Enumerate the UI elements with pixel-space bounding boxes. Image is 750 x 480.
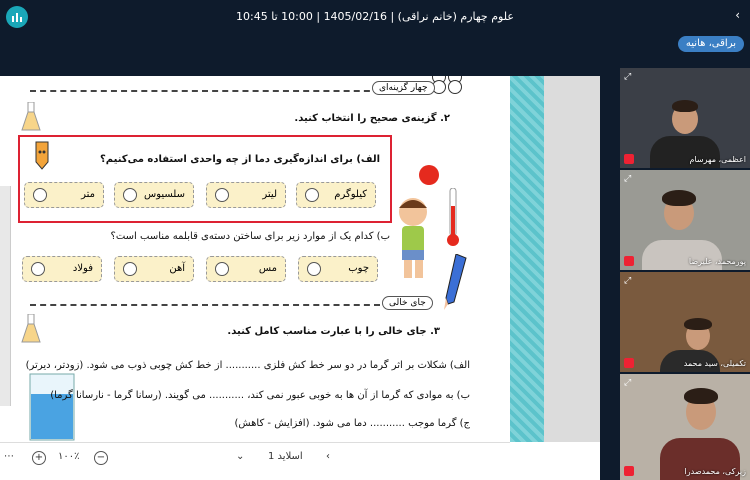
beaker-icon	[24, 372, 80, 442]
option-label: چوب	[348, 263, 369, 274]
option-radio[interactable]	[215, 262, 229, 276]
zoom-out-button[interactable]: −	[94, 451, 108, 465]
option-radio[interactable]	[123, 262, 137, 276]
worksheet-page	[10, 76, 510, 442]
option-label: آهن	[169, 263, 185, 274]
participant-tile[interactable]	[620, 374, 750, 480]
question-2: ۲. گزینه‌ی صحیح را انتخاب کنید.	[294, 113, 450, 124]
option-2b-1[interactable]	[298, 256, 378, 282]
slide-indicator[interactable]: اسلاید 1	[268, 451, 303, 462]
chevron-left-icon[interactable]: ‹	[735, 8, 740, 22]
option-2a-3[interactable]	[114, 182, 194, 208]
decor-strip	[510, 76, 544, 442]
option-label: فولاد	[72, 263, 93, 274]
participant-tile[interactable]	[620, 272, 750, 372]
question-2b: ب) کدام یک از موارد زیر برای ساختن دسته‌ی قابلمه مناسب است؟	[110, 231, 390, 242]
sun-icon	[414, 160, 444, 190]
expand-icon[interactable]: ⤢	[624, 378, 632, 388]
participant-name: پورمحمد، علیرضا	[688, 257, 746, 266]
participant-name: زیرکی، محمدصدرا	[684, 467, 746, 476]
crayon-icon	[444, 254, 474, 310]
section-label: جای خالی	[382, 296, 433, 310]
dots-icon[interactable]: ⋯	[4, 451, 14, 462]
chevron-left-icon[interactable]: ‹	[326, 451, 330, 462]
expand-icon[interactable]: ⤢	[624, 174, 632, 184]
option-radio[interactable]	[215, 188, 229, 202]
question-2a: الف) برای اندازه‌گیری دما از چه واحدی استفاده می‌کنیم؟	[100, 154, 380, 165]
option-radio[interactable]	[33, 188, 47, 202]
mic-muted-icon	[624, 256, 634, 266]
option-radio[interactable]	[307, 262, 321, 276]
tool-rail[interactable]	[0, 186, 11, 406]
divider	[30, 90, 380, 92]
highlight-box	[18, 135, 392, 223]
user-badge: براقی، هانیه	[678, 36, 744, 52]
option-2b-2[interactable]	[206, 256, 286, 282]
top-bar	[0, 0, 750, 36]
option-2a-1[interactable]	[296, 182, 376, 208]
section-label: چهار گزینه‌ای	[372, 81, 435, 95]
zoom-level: ۱۰۰٪	[58, 451, 80, 462]
participant-name: تکمیلی، سید محمد	[683, 359, 746, 368]
pencil-mascot-icon	[30, 140, 54, 170]
session-title: علوم چهارم (خانم نراقی) | 1405/02/16 | 10:00 تا 10:45	[236, 10, 514, 23]
question-3a: الف) شکلات بر اثر گرما در دو سر خط کش فلزی ........... از خط کش چوبی ذوب می شود. (زودتر، دیرتر)	[25, 360, 470, 371]
option-2b-3[interactable]	[114, 256, 194, 282]
option-label: مس	[258, 263, 277, 274]
zoom-in-button[interactable]: +	[32, 451, 46, 465]
mic-muted-icon	[624, 154, 634, 164]
chevron-down-icon[interactable]: ⌄	[236, 451, 245, 462]
thermometer-icon	[446, 188, 460, 248]
participant-video	[662, 190, 696, 206]
participant-video	[684, 388, 718, 404]
divider	[30, 304, 380, 306]
expand-icon[interactable]: ⤢	[624, 72, 632, 82]
question-3b: ب) به موادی که گرما از آن ها به خوبی عبور نمی کند، ........... می گویند. (رسانا گرما - نارسانا گرما)	[50, 390, 470, 401]
participant-video	[672, 100, 698, 112]
option-radio[interactable]	[305, 188, 319, 202]
option-2a-4[interactable]	[24, 182, 104, 208]
expand-icon[interactable]: ⤢	[624, 276, 632, 286]
question-3c: ج) گرما موجب ........... دما می شود. (افزایش - کاهش)	[234, 418, 470, 429]
flask-icon	[20, 314, 42, 344]
option-radio[interactable]	[123, 188, 137, 202]
question-3: ۳. جای خالی را با عبارت مناسب کامل کنید.	[227, 326, 440, 337]
option-label: کیلوگرم	[334, 189, 367, 200]
mic-muted-icon	[624, 466, 634, 476]
side-panel	[544, 76, 600, 442]
mic-muted-icon	[624, 358, 634, 368]
option-label: متر	[81, 189, 95, 200]
hot-kid-illustration	[388, 194, 438, 284]
option-label: لیتر	[262, 189, 277, 200]
option-radio[interactable]	[31, 262, 45, 276]
slide-toolbar	[0, 442, 510, 473]
option-label: سلسیوس	[143, 189, 185, 200]
option-2a-2[interactable]	[206, 182, 286, 208]
option-2b-4[interactable]	[22, 256, 102, 282]
participant-video	[684, 318, 712, 330]
participant-tile[interactable]	[620, 170, 750, 270]
decor-circle	[448, 80, 462, 94]
participant-name: اعظمی، مهرسام	[689, 155, 746, 164]
participant-tile[interactable]	[620, 68, 750, 168]
flask-icon	[20, 102, 42, 132]
